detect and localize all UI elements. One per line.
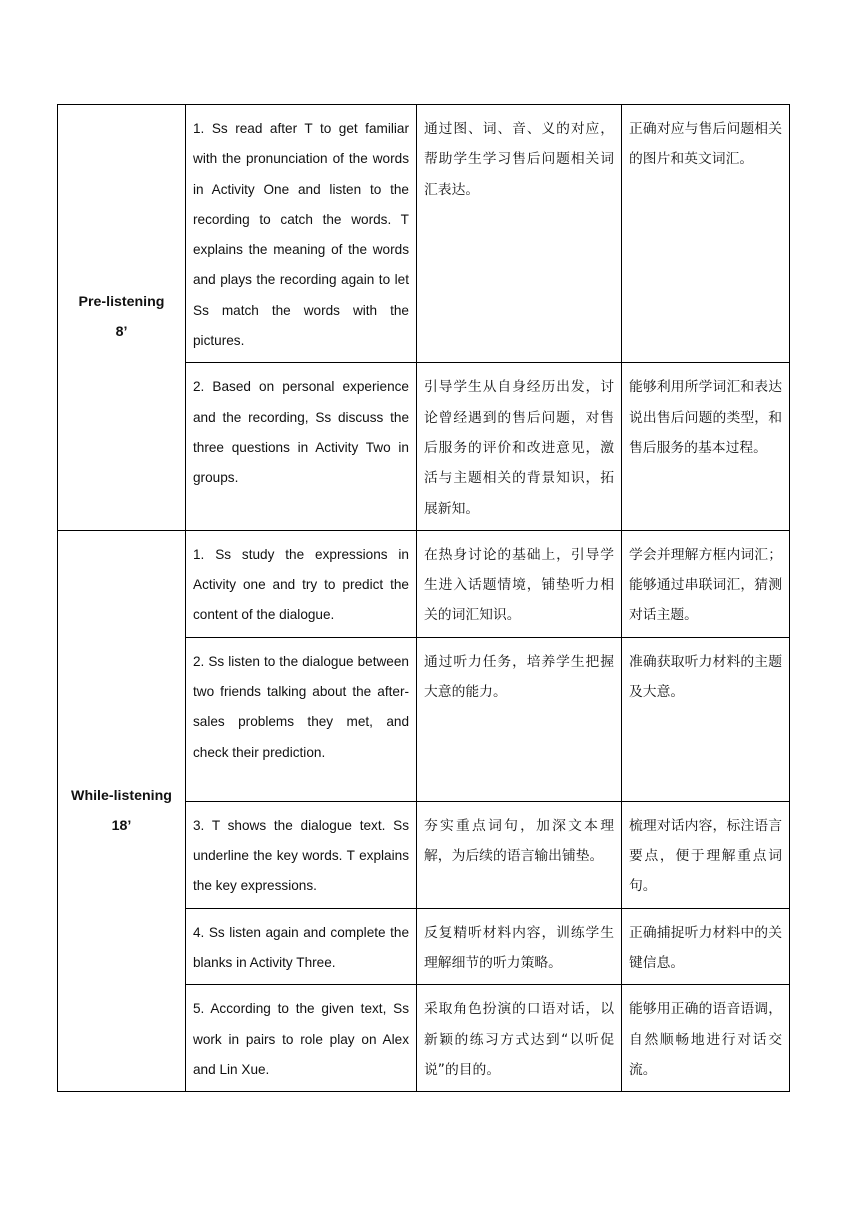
purpose-text: 通过图、词、音、义的对应，帮助学生学习售后问题相关词汇表达。 <box>424 121 614 198</box>
purpose-cell <box>417 105 622 363</box>
purpose-cell <box>417 530 622 637</box>
activity-cell <box>186 637 417 801</box>
purpose-cell <box>417 363 622 530</box>
outcome-text: 梳理对话内容，标注语言要点，便于理解重点词句。 <box>629 817 782 895</box>
activity-cell <box>186 801 417 908</box>
purpose-text: 夯实重点词句，加深文本理解，为后续的语言输出铺垫。 <box>424 817 614 865</box>
outcome-cell <box>622 105 790 363</box>
activity-text: 1. Ss study the expressions in Activity one and try to predict the content of the dialogue. <box>193 546 409 623</box>
stage-cell-while-listening <box>58 530 186 1091</box>
activity-cell <box>186 985 417 1092</box>
table-row <box>58 105 790 363</box>
activity-cell <box>186 363 417 530</box>
purpose-text: 采取角色扮演的口语对话，以新颖的练习方式达到“以听促说”的目的。 <box>424 1001 614 1078</box>
outcome-text: 正确对应与售后问题相关的图片和英文词汇。 <box>629 121 782 168</box>
outcome-text: 学会并理解方框内词汇；能够通过串联词汇，猜测对话主题。 <box>629 546 782 624</box>
outcome-cell <box>622 801 790 908</box>
activity-cell <box>186 105 417 363</box>
outcome-text: 正确捕捉听力材料中的关键信息。 <box>629 924 782 971</box>
activity-text: 5. According to the given text, Ss work in pairs to role play on Alex and Lin Xue. <box>193 1001 409 1077</box>
purpose-cell <box>417 637 622 801</box>
activity-text: 4. Ss listen again and complete the blanks in Activity Three. <box>193 924 409 970</box>
stage-time: 18’ <box>111 817 132 834</box>
outcome-cell <box>622 363 790 530</box>
table-row <box>58 530 790 637</box>
purpose-text: 反复精听材料内容，训练学生理解细节的听力策略。 <box>424 924 614 971</box>
stage-name: Pre-listening <box>78 294 165 311</box>
activity-text: 1. Ss read after T to get familiar with the pronunciation of the words in Activity One and listen to the recording to catch the words. T explains the meaning of the words and plays the recording again to let Ss match the words with the pictures. <box>193 121 409 349</box>
activity-text: 3. T shows the dialogue text. Ss underline the key words. T explains the key expressions. <box>193 817 409 894</box>
purpose-cell <box>417 985 622 1092</box>
purpose-cell <box>417 908 622 985</box>
outcome-cell <box>622 637 790 801</box>
activity-text: 2. Ss listen to the dialogue between two friends talking about the after-sales problems they met, and check their prediction. <box>193 653 409 760</box>
outcome-text: 准确获取听力材料的主题及大意。 <box>629 653 782 701</box>
purpose-cell <box>417 801 622 908</box>
stage-name: While-listening <box>71 787 172 804</box>
purpose-text: 通过听力任务，培养学生把握大意的能力。 <box>424 653 614 701</box>
outcome-cell <box>622 530 790 637</box>
outcome-cell <box>622 985 790 1092</box>
activity-cell <box>186 530 417 637</box>
outcome-cell <box>622 908 790 985</box>
purpose-text: 在热身讨论的基础上，引导学生进入话题情境，铺垫听力相关的词汇知识。 <box>424 546 614 624</box>
activity-cell <box>186 908 417 985</box>
outcome-text: 能够利用所学词汇和表达说出售后问题的类型，和售后服务的基本过程。 <box>629 379 782 456</box>
stage-time: 8’ <box>115 324 128 341</box>
purpose-text: 引导学生从自身经历出发，讨论曾经遇到的售后问题，对售后服务的评价和改进意见，激活与主题相关的背景知识，拓展新知。 <box>424 379 614 517</box>
activity-text: 2. Based on personal experience and the recording, Ss discuss the three questions in Activity Two in groups. <box>193 379 409 486</box>
outcome-text: 能够用正确的语音语调，自然顺畅地进行对话交流。 <box>629 1001 782 1078</box>
lesson-plan-table <box>57 104 790 1092</box>
stage-cell-pre-listening <box>58 105 186 531</box>
